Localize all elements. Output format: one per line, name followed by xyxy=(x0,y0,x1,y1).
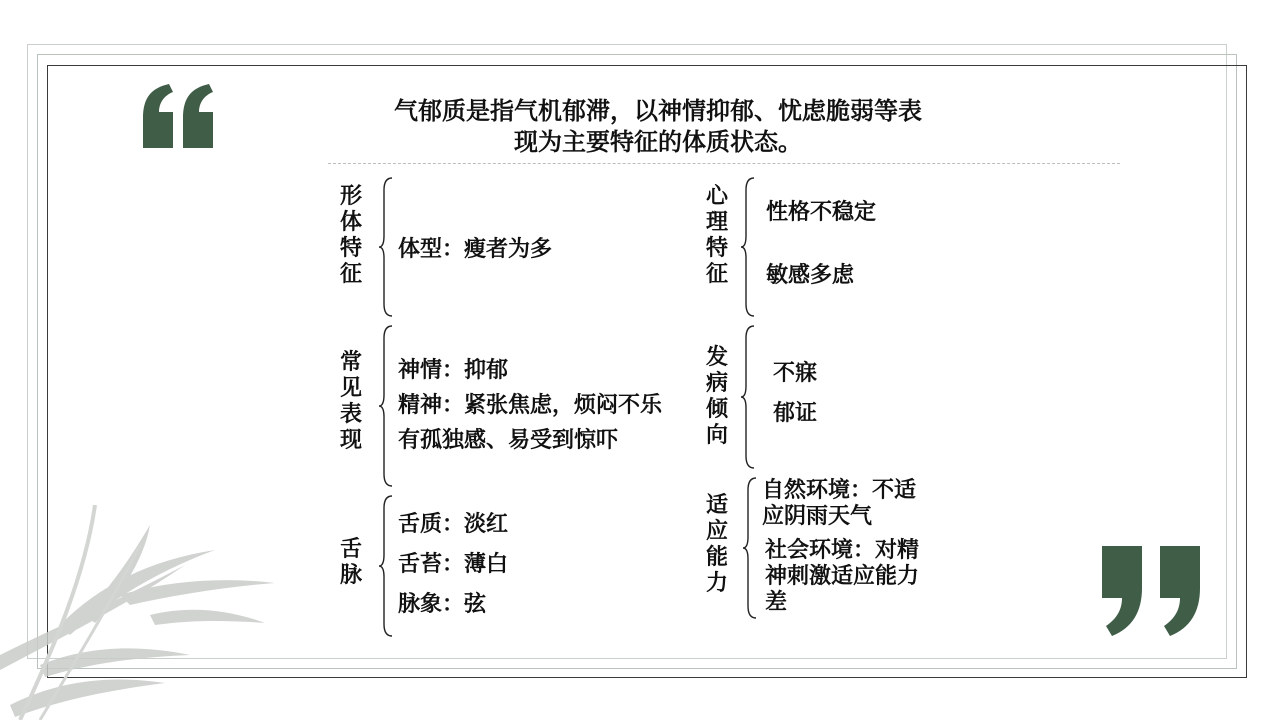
tongue-pulse-item-2: 舌苔：薄白 xyxy=(398,552,509,577)
common-signs-item-1: 神情：抑郁 xyxy=(398,358,509,383)
common-signs-item-3: 有孤独感、易受到惊吓 xyxy=(398,428,619,453)
brace-common-signs xyxy=(376,324,396,488)
label-psychology: 心理特征 xyxy=(705,184,728,287)
brace-tongue-pulse xyxy=(376,494,396,638)
adaptability-item-2: 社会环境：对精神刺激适应能力差 xyxy=(765,538,920,615)
close-quote-icon xyxy=(1102,546,1206,638)
label-disease-tendency: 发病倾向 xyxy=(705,345,728,448)
tongue-pulse-item-3: 脉象：弦 xyxy=(398,592,487,617)
adaptability-item-1: 自然环境：不适应阴雨天气 xyxy=(762,478,917,529)
title-line-1: 气郁质是指气机郁滞，以神情抑郁、忧虑脆弱等表 xyxy=(394,97,922,125)
label-adaptability: 适应能力 xyxy=(705,493,728,596)
tongue-pulse-item-1: 舌质：淡红 xyxy=(398,512,509,537)
label-common-signs: 常见表现 xyxy=(339,350,362,453)
disease-tendency-item-2: 郁证 xyxy=(773,401,818,426)
brace-psychology xyxy=(738,176,758,318)
common-signs-item-2: 精神：紧张焦虑，烦闷不乐 xyxy=(398,393,663,418)
page-title xyxy=(330,96,986,158)
label-body-form: 形体特征 xyxy=(339,184,362,287)
open-quote-icon xyxy=(143,84,215,148)
title-line-2: 现为主要特征的体质状态。 xyxy=(514,128,802,156)
label-tongue-pulse: 舌脉 xyxy=(339,537,362,588)
brace-disease-tendency xyxy=(738,324,758,470)
psychology-item-1: 性格不稳定 xyxy=(766,200,877,225)
brace-adaptability xyxy=(740,476,760,620)
disease-tendency-item-1: 不寐 xyxy=(773,361,818,386)
body-form-item-1: 体型：瘦者为多 xyxy=(398,237,553,262)
title-divider xyxy=(328,163,1120,164)
brace-body-form xyxy=(376,176,396,318)
bamboo-icon xyxy=(0,505,300,720)
psychology-item-2: 敏感多虑 xyxy=(766,263,855,288)
